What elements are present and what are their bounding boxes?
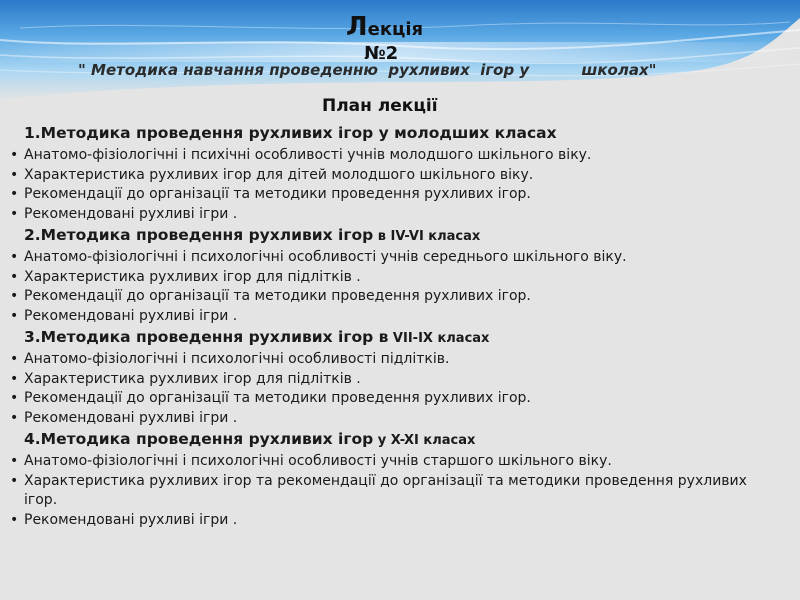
section-heading: 4.Методика проведення рухливих ігор у X-XI класах bbox=[24, 430, 476, 448]
list-item: • Анатомо-фізіологічні і психічні особливості учнів молодшого шкільного віку. bbox=[10, 146, 770, 166]
list-item: • Рекомендовані рухливі ігри . bbox=[10, 409, 770, 429]
lecture-title bbox=[346, 14, 423, 40]
section-heading: 2.Методика проведення рухливих ігор в IV-VI класах bbox=[24, 226, 481, 244]
list-item: • Рекомендовані рухливі ігри . bbox=[10, 307, 770, 327]
section-3 bbox=[10, 326, 770, 428]
plan-content bbox=[10, 122, 770, 530]
list-item: • Рекомендації до організації та методики проведення рухливих ігор. bbox=[10, 185, 770, 205]
lecture-subtitle: " Методика навчання проведенню рухливих ігор у школах" bbox=[78, 61, 657, 79]
lecture-title-initial: Л bbox=[346, 12, 368, 42]
section-heading: 1.Методика проведення рухливих ігор у молодших класах bbox=[24, 124, 557, 142]
section-4 bbox=[10, 428, 770, 530]
section-1 bbox=[10, 122, 770, 224]
section-heading: 3.Методика проведення рухливих ігор в VII-IX класах bbox=[24, 328, 490, 346]
lecture-title-rest: екція bbox=[367, 19, 424, 40]
list-item: • Рекомендації до організації та методики проведення рухливих ігор. bbox=[10, 389, 770, 409]
list-item: • Анатомо-фізіологічні і психологічні особливості підлітків. bbox=[10, 350, 770, 370]
list-item: • Характеристика рухливих ігор для підлітків . bbox=[10, 370, 770, 390]
list-item: • Рекомендовані рухливі ігри . bbox=[10, 205, 770, 225]
section-2 bbox=[10, 224, 770, 326]
plan-title: План лекції bbox=[322, 96, 438, 116]
list-item: • Анатомо-фізіологічні і психологічні особливості учнів середнього шкільного віку. bbox=[10, 248, 770, 268]
list-item: • Характеристика рухливих ігор та рекомендації до організації та методики проведення рухливих ігор. bbox=[10, 472, 770, 511]
list-item: • Характеристика рухливих ігор для підлітків . bbox=[10, 268, 770, 288]
list-item: • Рекомендації до організації та методики проведення рухливих ігор. bbox=[10, 287, 770, 307]
list-item: • Характеристика рухливих ігор для дітей молодшого шкільного віку. bbox=[10, 166, 770, 186]
lecture-number: №2 bbox=[364, 43, 399, 64]
list-item: • Рекомендовані рухливі ігри . bbox=[10, 511, 770, 531]
list-item: • Анатомо-фізіологічні і психологічні особливості учнів старшого шкільного віку. bbox=[10, 452, 770, 472]
